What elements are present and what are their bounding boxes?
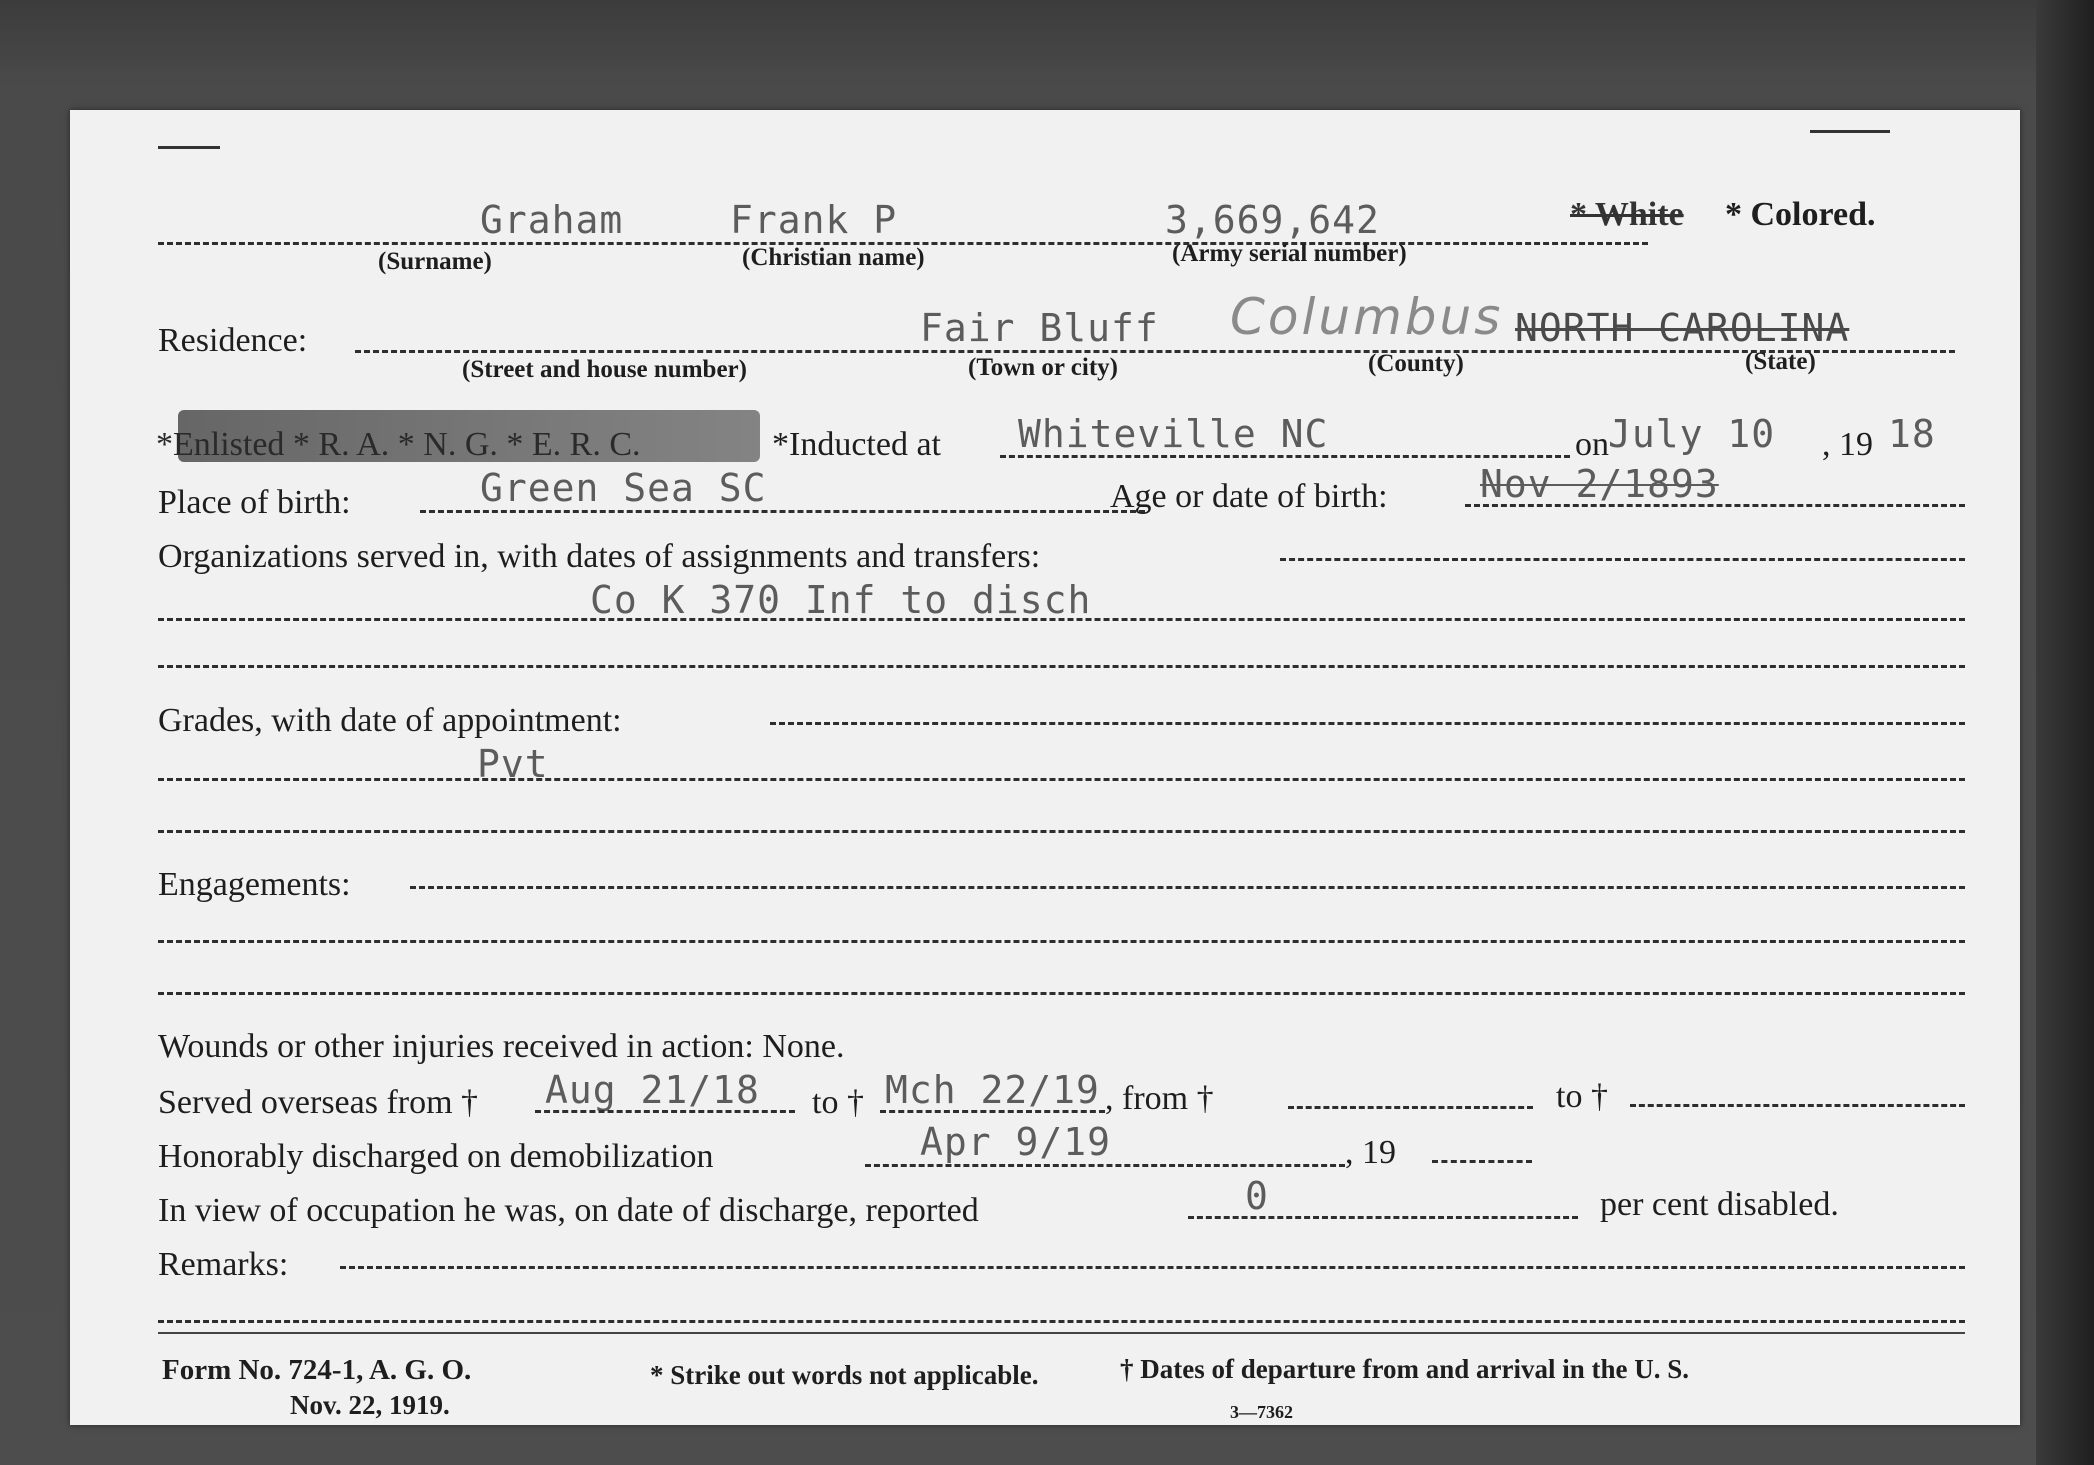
discharge-line — [865, 1164, 1345, 1167]
christian-name-value: Frank P — [730, 198, 898, 242]
corner-mark — [158, 146, 220, 149]
discharge-label: Honorably discharged on demobilization — [158, 1138, 714, 1175]
engagements-label: Engagements: — [158, 866, 351, 903]
organizations-line-1 — [1280, 558, 1965, 561]
overseas-from2-line — [1288, 1106, 1533, 1109]
grades-line-3 — [158, 830, 1965, 833]
induction-date-value: July 10 — [1608, 412, 1776, 456]
surname-value: Graham — [480, 198, 624, 242]
serial-number-value: 3,669,642 — [1165, 198, 1380, 242]
draft-record-card — [70, 110, 2020, 1425]
year-prefix: , 19 — [1822, 426, 1873, 463]
disability-suffix: per cent disabled. — [1600, 1186, 1839, 1223]
organizations-label: Organizations served in, with dates of assignments and transfers: — [158, 538, 1041, 575]
strike-note: * Strike out words not applicable. — [650, 1360, 1039, 1390]
engagements-line-3 — [158, 992, 1965, 995]
serial-number-caption: (Army serial number) — [1172, 240, 1407, 267]
form-number: Form No. 724-1, A. G. O. — [162, 1354, 472, 1386]
christian-name-caption: (Christian name) — [742, 244, 925, 271]
overseas-to-label: to † — [812, 1084, 864, 1121]
induction-year-value: 18 — [1888, 412, 1936, 456]
organizations-line-3 — [158, 665, 1965, 668]
birth-place-line — [420, 510, 1145, 513]
surname-caption: (Surname) — [378, 248, 492, 275]
remarks-line-1 — [340, 1266, 1965, 1269]
colored-option: * Colored. — [1725, 196, 1876, 233]
discharge-year-label: , 19 — [1345, 1134, 1396, 1171]
county-caption: (County) — [1368, 350, 1464, 377]
disability-label: In view of occupation he was, on date of discharge, reported — [158, 1192, 979, 1229]
age-line — [1465, 504, 1965, 507]
remarks-label: Remarks: — [158, 1246, 289, 1283]
on-label: on — [1575, 426, 1609, 463]
organizations-value: Co K 370 Inf to disch — [590, 578, 1092, 622]
enlisted-options: *Enlisted * R. A. * N. G. * E. R. C. — [156, 426, 641, 463]
inducted-at-label: *Inducted at — [772, 426, 941, 463]
disability-line — [1188, 1216, 1578, 1219]
age-label: Age or date of birth: — [1110, 478, 1388, 515]
organizations-line-2 — [158, 618, 1965, 621]
discharge-value: Apr 9/19 — [920, 1120, 1112, 1164]
inducted-at-value: Whiteville NC — [1018, 412, 1329, 456]
inducted-line — [1000, 455, 1570, 458]
overseas-to-line — [880, 1110, 1105, 1113]
disability-value: 0 — [1245, 1174, 1269, 1218]
overseas-label: Served overseas from † — [158, 1084, 479, 1121]
discharge-year-line — [1432, 1160, 1532, 1163]
remarks-line-2 — [158, 1320, 1965, 1323]
print-code: 3—7362 — [1230, 1402, 1293, 1422]
dates-note: † Dates of departure from and arrival in the U. S. — [1120, 1354, 1689, 1384]
overseas-to2-label: to † — [1556, 1078, 1608, 1115]
white-option: * White — [1570, 196, 1684, 233]
overseas-from-value: Aug 21/18 — [545, 1068, 760, 1112]
corner-mark-right — [1810, 130, 1890, 133]
overseas-from2-label: , from † — [1105, 1080, 1214, 1117]
county-value: Columbus — [1230, 288, 1504, 346]
residence-line — [355, 350, 1955, 353]
place-of-birth-label: Place of birth: — [158, 484, 351, 521]
engagements-line-1 — [410, 886, 1965, 889]
overseas-from-line — [535, 1110, 795, 1113]
overseas-to-value: Mch 22/19 — [885, 1068, 1100, 1112]
town-caption: (Town or city) — [968, 354, 1118, 381]
age-value: Nov 2/1893 — [1480, 462, 1719, 506]
street-caption: (Street and house number) — [462, 356, 747, 383]
scanner-edge — [2036, 0, 2094, 1465]
place-of-birth-value: Green Sea SC — [480, 466, 767, 510]
grades-line-1 — [770, 722, 1965, 725]
footer-rule — [158, 1332, 1965, 1334]
form-date: Nov. 22, 1919. — [290, 1390, 450, 1420]
grades-value: Pvt — [477, 742, 549, 786]
grades-line-2 — [158, 778, 1965, 781]
state-value: NORTH CAROLINA — [1515, 306, 1850, 350]
town-value: Fair Bluff — [920, 306, 1159, 350]
wounds-label: Wounds or other injuries received in action: None. — [158, 1028, 845, 1065]
overseas-to2-line — [1630, 1104, 1965, 1107]
grades-label: Grades, with date of appointment: — [158, 702, 622, 739]
residence-label: Residence: — [158, 322, 308, 359]
engagements-line-2 — [158, 940, 1965, 943]
state-caption: (State) — [1745, 348, 1816, 375]
